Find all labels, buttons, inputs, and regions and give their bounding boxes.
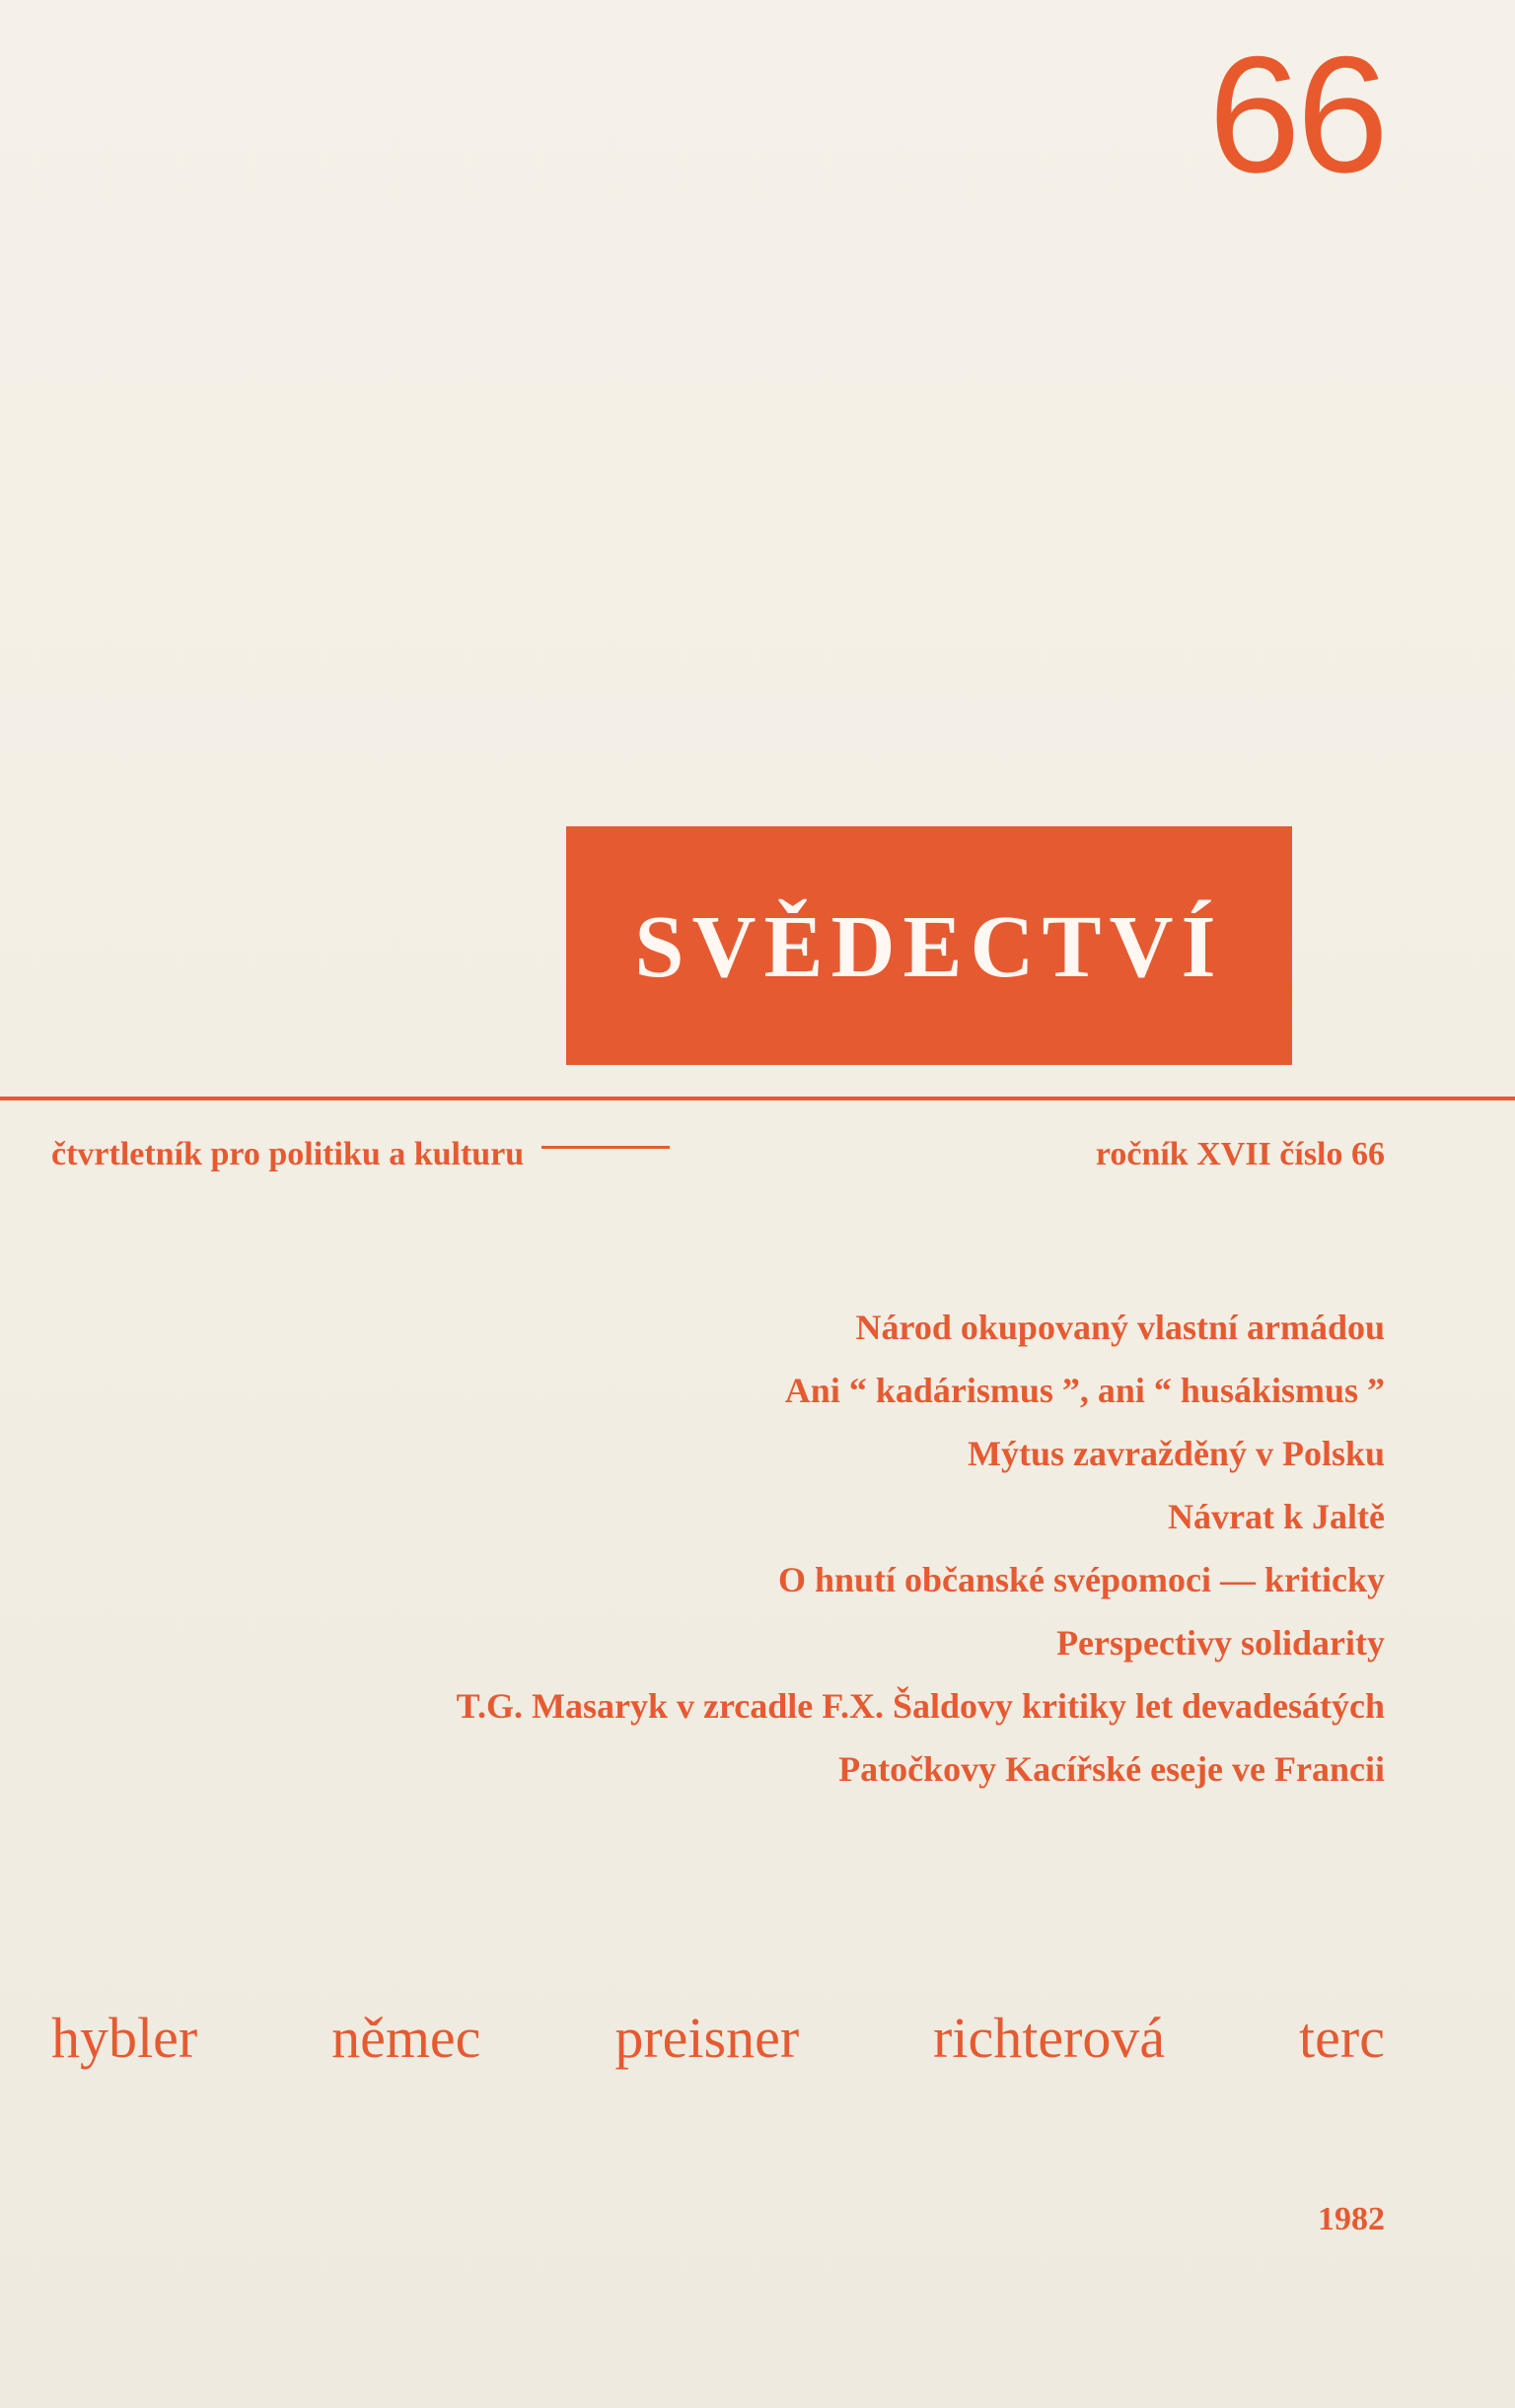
subtitle-left: čtvrtletník pro politiku a kulturu [51, 1136, 525, 1172]
contents-item: Ani “ kadárismus ”, ani “ husákismus ” [784, 1371, 1385, 1410]
author-name: němec [331, 2006, 481, 2070]
issue-number: 66 [1208, 22, 1385, 207]
masthead-panel [566, 826, 1292, 1065]
publication-year: 1982 [1318, 2201, 1385, 2237]
author-name: terc [1299, 2006, 1385, 2070]
contents-item: Mýtus zavražděný v Polsku [968, 1434, 1385, 1473]
contents-item: T.G. Masaryk v zrcadle F.X. Šaldovy kritiky let devadesátých [456, 1686, 1385, 1726]
authors-list [51, 2006, 1385, 2070]
subtitle-right: ročník XVII číslo 66 [1095, 1136, 1385, 1172]
author-name: hybler [51, 2006, 198, 2070]
contents-item: Národ okupovaný vlastní armádou [855, 1308, 1385, 1347]
author-name: richterová [933, 2006, 1166, 2070]
contents-item: Návrat k Jaltě [1168, 1497, 1385, 1536]
masthead-title: SVĚDECTVÍ [634, 898, 1224, 996]
author-name: preisner [614, 2006, 800, 2070]
contents-item: Patočkovy Kacířské eseje ve Francii [838, 1749, 1385, 1789]
subtitle-dash [541, 1146, 670, 1149]
contents-list [103, 1310, 1385, 1814]
subtitle-line [51, 1138, 1385, 1171]
contents-item: O hnutí občanské svépomoci — kriticky [777, 1560, 1385, 1599]
contents-item: Perspectivy solidarity [1056, 1623, 1385, 1663]
horizontal-rule [0, 1097, 1515, 1100]
